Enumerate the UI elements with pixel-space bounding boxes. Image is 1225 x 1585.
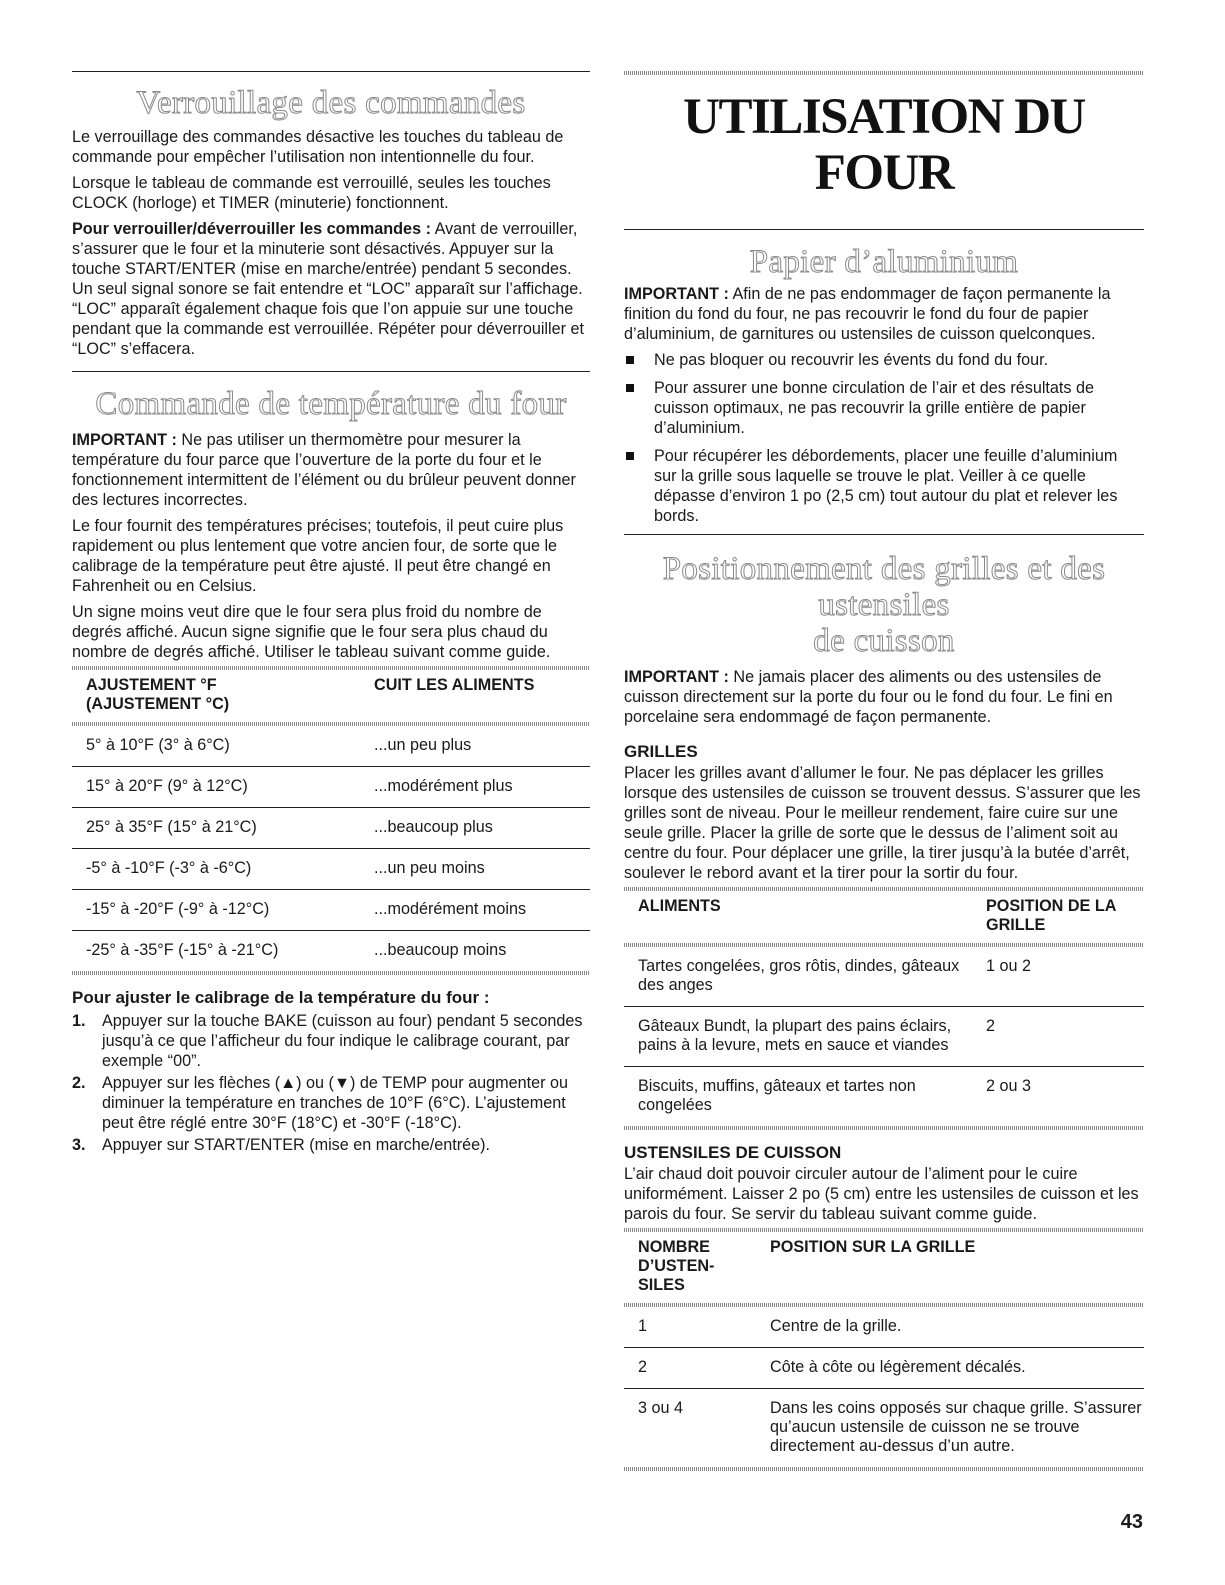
paragraph: L’air chaud doit pouvoir circuler autour de l’aliment pour le cuire uniformément. Laisser 2 po (5 cm) entre les ustensiles de cuisson et les parois du four. Se servir du tableau suivant comme guide. — [624, 1165, 1139, 1223]
step-number: 1. — [72, 1012, 86, 1030]
left-column — [72, 0, 590, 1157]
paragraph-text: Ne pas utiliser un thermomètre pour mesurer la température du four parce que l’ouverture de la porte du four et le fonctionnement intermittent de l’élément ou du brûleur peuvent donner des lectures incorrectes. — [72, 431, 576, 509]
square-bullet-icon — [626, 356, 634, 364]
bullet-text: Ne pas bloquer ou recouvrir les évents du fond du four. — [654, 351, 1049, 369]
table-row — [72, 726, 590, 767]
table-header: POSITION DE LA GRILLE — [986, 897, 1117, 934]
bullet-list — [624, 350, 1144, 526]
table-cell: Biscuits, muffins, gâteaux et tartes non congelées — [638, 1077, 916, 1114]
table-header: NOMBRE D’USTEN- SILES — [638, 1238, 715, 1294]
bullet-text: Pour récupérer les débordements, placer une feuille d’aluminium sur la grille sous laquelle se trouve le plat. Veiller à ce quelle dépasse d’environ 1 po (2,5 cm) tout autour du plat et relever les bords. — [654, 447, 1118, 525]
table-header: CUIT LES ALIMENTS — [374, 676, 535, 694]
table-cell: -5° à -10°F (-3° à -6°C) — [72, 849, 360, 890]
table-cell: 2 — [972, 1007, 1144, 1067]
paragraph: Le verrouillage des commandes désactive les touches du tableau de commande pour empêcher l’utilisation non intentionnelle du four. — [72, 128, 564, 166]
table-cell: 3 ou 4 — [638, 1399, 684, 1417]
paragraph-text: Ne jamais placer des aliments ou des ustensiles de cuisson directement sur la porte du four ou le fond du four. Le fini en porcelaine sera endommagé de façon permanente. — [624, 668, 1113, 726]
section-title-temperature: Commande de température du four — [95, 386, 567, 422]
paragraph — [624, 284, 1144, 344]
pans-table-header — [624, 1232, 1144, 1303]
table-row — [624, 947, 1144, 1007]
bullet-item — [624, 378, 1144, 438]
step-item — [72, 1135, 590, 1155]
step-item — [72, 1011, 590, 1071]
paragraph: Le four fournit des températures précises; toutefois, il peut cuire plus rapidement ou plus lentement que votre ancien four, de sorte que le calibrage de la température peut être ajusté. Il peut être changé en Fahrenheit ou en Celsius. — [72, 517, 564, 595]
table-divider — [624, 1126, 1144, 1130]
table-cell: 2 — [624, 1348, 756, 1389]
table-header: POSITION SUR LA GRILLE — [770, 1238, 976, 1256]
table-cell: 1 ou 2 — [972, 947, 1144, 1007]
table-cell: Dans les coins opposés sur chaque grille. S’assurer qu’aucun ustensile de cuisson ne se trouve directement au-dessus d’un autre. — [770, 1399, 1142, 1455]
table-row — [72, 890, 590, 931]
table-cell: Centre de la grille. — [756, 1307, 1144, 1348]
page-number: 43 — [1120, 1511, 1143, 1533]
paragraph — [72, 430, 590, 510]
step-text: Appuyer sur les flèches (▲) ou (▼) de TEMP pour augmenter ou diminuer la température en tranches de 10°F (6°C). L’ajustement peut être réglé entre 30°F (18°C) et -30°F (-18°C). — [102, 1074, 569, 1132]
table-cell: ...modérément plus — [360, 767, 590, 808]
table-cell: 25° à 35°F (15° à 21°C) — [72, 808, 360, 849]
table-row — [624, 1348, 1144, 1389]
subheading: Pour ajuster le calibrage de la température du four : — [72, 988, 490, 1007]
section-rule — [72, 371, 590, 372]
table-cell: ...un peu plus — [360, 726, 590, 767]
paragraph — [624, 667, 1144, 727]
table-divider — [624, 1228, 1144, 1232]
table-cell: -25° à -35°F (-15° à -21°C) — [86, 941, 279, 959]
paragraph — [72, 219, 590, 359]
step-text: Appuyer sur START/ENTER (mise en marche/entrée). — [102, 1136, 491, 1154]
table-row — [624, 1067, 1144, 1127]
table-header: AJUSTEMENT °F (AJUSTEMENT °C) — [86, 676, 230, 713]
table-divider — [624, 1467, 1144, 1471]
section-title-verrouillage: Verrouillage des commandes — [136, 85, 526, 121]
paragraph-text: Avant de verrouiller, s’assurer que le four et la minuterie sont désactivés. Appuyer sur la touche START/ENTER (mise en marche/entrée) pendant 5 secondes. Un seul signal sonore se fait entendre et “LOC” apparaît sur l’affichage. “LOC” apparaît également chaque fois que l’on appuie sur une touche pendant que la commande est verrouillée. Répéter pour déverrouiller et “LOC” s’effacera. — [72, 220, 585, 358]
paragraph: Placer les grilles avant d’allumer le four. Ne pas déplacer les grilles lorsque des ustensiles de cuisson se trouvent dessus. S’assurer que les grilles sont de niveau. Pour le meilleur rendement, faire cuire sur une seule grille. Placer la grille de sorte que le dessus de l’aliment soit au centre du four. Pour déplacer une grille, la tirer jusqu’à la butée d’arrêt, soulever le rebord avant et la tirer pour la sortir du four. — [624, 764, 1141, 882]
bullet-item — [624, 350, 1144, 370]
step-text: Appuyer sur la touche BAKE (cuisson au four) pendant 5 secondes jusqu’à ce que l’afficheur du four indique le calibrage courant, par exemple “00”. — [102, 1012, 583, 1070]
calibration-table — [72, 670, 590, 722]
rack-table-header — [624, 891, 1144, 943]
table-divider — [624, 943, 1144, 947]
table-cell: Tartes congelées, gros rôtis, dindes, gâteaux des anges — [624, 947, 972, 1007]
table-divider — [72, 722, 590, 726]
paragraph-text: Afin de ne pas endommager de façon permanente la finition du fond du four, ne pas recouvrir le fond du four de papier d’aluminium, de garnitures ou ustensiles de cuisson quelconques. — [624, 285, 1111, 343]
table-divider — [72, 971, 590, 975]
section-rule — [624, 229, 1144, 230]
table-cell: -15° à -20°F (-9° à -12°C) — [72, 890, 360, 931]
table-row — [72, 808, 590, 849]
right-column — [624, 0, 1144, 1471]
square-bullet-icon — [626, 384, 634, 392]
bullet-item — [624, 446, 1144, 526]
rack-table-body — [624, 947, 1144, 1126]
bold-lead: IMPORTANT : — [624, 668, 729, 686]
pans-table-body — [624, 1307, 1144, 1467]
table-row — [72, 849, 590, 890]
table-cell: ...modérément moins — [360, 890, 590, 931]
table-divider — [624, 887, 1144, 891]
table-row — [72, 767, 590, 808]
table-cell: 15° à 20°F (9° à 12°C) — [72, 767, 360, 808]
bold-lead: IMPORTANT : — [624, 285, 729, 303]
section-rule — [624, 534, 1144, 535]
step-number: 2. — [72, 1074, 86, 1092]
top-divider — [624, 71, 1144, 75]
table-row — [72, 931, 590, 972]
table-cell: ...un peu moins — [360, 849, 590, 890]
section-title-aluminium: Papier d’aluminium — [749, 244, 1019, 280]
table-cell: Gâteaux Bundt, la plupart des pains éclairs, pains à la levure, mets en sauce et viandes — [624, 1007, 972, 1067]
paragraph: Lorsque le tableau de commande est verrouillé, seules les touches CLOCK (horloge) et TIMER (minuterie) fonctionnent. — [72, 174, 551, 212]
table-row — [624, 1007, 1144, 1067]
subheading-ustensiles: USTENSILES DE CUISSON — [624, 1143, 842, 1162]
section-title-positionnement: Positionnement des grilles et des ustensiles de cuisson — [662, 551, 1106, 659]
step-number: 3. — [72, 1136, 86, 1154]
table-cell: Côte à côte ou légèrement décalés. — [756, 1348, 1144, 1389]
bold-lead: IMPORTANT : — [72, 431, 177, 449]
square-bullet-icon — [626, 452, 634, 460]
table-divider — [72, 666, 590, 670]
table-cell: 5° à 10°F (3° à 6°C) — [72, 726, 360, 767]
step-item — [72, 1073, 590, 1133]
top-rule — [72, 71, 590, 72]
table-row — [624, 1389, 1144, 1468]
table-cell: 1 — [624, 1307, 756, 1348]
table-header: ALIMENTS — [638, 897, 721, 915]
bold-lead: Pour verrouiller/déverrouiller les commandes : — [72, 220, 431, 238]
page-title: UTILISATION DU FOUR — [683, 89, 1085, 201]
table-cell: ...beaucoup moins — [374, 941, 507, 959]
calibration-table-body — [72, 726, 590, 971]
table-row — [624, 1307, 1144, 1348]
paragraph: Un signe moins veut dire que le four sera plus froid du nombre de degrés affiché. Aucun signe signifie que le four sera plus chaud du nombre de degrés affiché. Utiliser le tableau suivant comme guide. — [72, 603, 551, 661]
subheading-grilles: GRILLES — [624, 742, 698, 761]
table-cell: ...beaucoup plus — [360, 808, 590, 849]
steps-list — [72, 1011, 590, 1155]
table-cell: 2 ou 3 — [986, 1077, 1032, 1095]
table-divider — [624, 1303, 1144, 1307]
bullet-text: Pour assurer une bonne circulation de l’air et des résultats de cuisson optimaux, ne pas recouvrir la grille entière de papier d’aluminium. — [654, 379, 1095, 437]
